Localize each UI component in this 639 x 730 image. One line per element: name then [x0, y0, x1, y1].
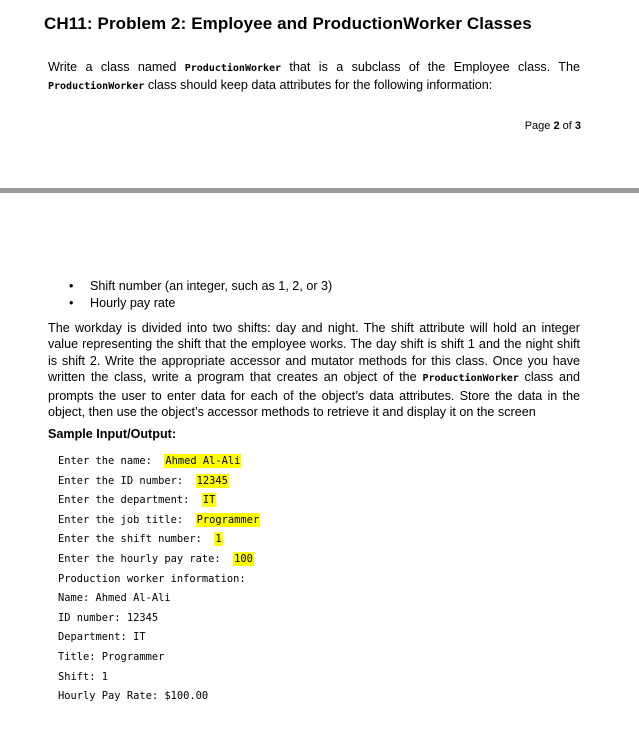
attribute-bullet-list	[48, 278, 332, 311]
inline-code-class-name: ProductionWorker	[184, 63, 282, 74]
console-prompt: Enter the job title:	[58, 513, 196, 526]
console-output-line: Name: Ahmed Al-Ali	[58, 592, 171, 605]
console-user-input: 12345	[196, 474, 228, 487]
console-user-input: IT	[202, 494, 216, 507]
console-user-input: Ahmed Al-Ali	[165, 455, 241, 467]
console-prompt-line	[58, 491, 260, 511]
intro-paragraph	[48, 59, 580, 95]
console-output-header: Production worker information:	[58, 572, 246, 585]
console-output-line: Title: Programmer	[58, 650, 165, 663]
console-output-line: ID number: 12345	[58, 611, 159, 624]
console-prompt-line	[58, 452, 260, 472]
list-item	[48, 295, 332, 312]
console-prompt-line	[58, 511, 260, 531]
console-user-input: Programmer	[196, 513, 260, 526]
list-item	[48, 278, 332, 295]
console-prompt-line	[58, 472, 260, 492]
console-prompt-line	[58, 550, 260, 570]
sample-io-heading: Sample Input/Output:	[48, 427, 177, 441]
list-item-text: Shift number (an integer, such as 1, 2, or 3)	[90, 279, 333, 293]
intro-text: that is a subclass of the Employee class. The	[281, 60, 580, 74]
console-user-input: 100	[234, 552, 253, 565]
inline-code-class-name: ProductionWorker	[48, 81, 145, 92]
page-break-divider	[0, 188, 639, 193]
console-prompt: Enter the department:	[58, 494, 202, 507]
sample-console-output	[58, 452, 260, 707]
intro-text: Write a class named	[48, 60, 185, 74]
console-prompt: Enter the ID number:	[58, 474, 196, 487]
document-title: CH11: Problem 2: Employee and ProductionWorker Classes	[44, 14, 532, 33]
console-prompt: Enter the name:	[58, 455, 165, 467]
description-paragraph	[48, 320, 580, 420]
inline-code-class-name: ProductionWorker	[422, 373, 519, 385]
console-user-input: 1	[215, 533, 222, 546]
page-number-current: 2	[553, 120, 560, 132]
list-item-text: Hourly pay rate	[90, 295, 176, 310]
paragraph-text: The workday is divided into two shifts: day and night. The shift attribute will hold an integer value representing the shift that the employee works. The day shift is shift 1 and the night shift is shift 2. Write the appropriate accessor and mutator methods for this class. Once you have written the class, write a program that creates an object of the	[48, 321, 580, 385]
page-number	[525, 120, 581, 132]
console-prompt: Enter the shift number:	[58, 533, 215, 546]
bullet-icon: •	[69, 295, 74, 310]
bullet-icon: •	[69, 279, 74, 293]
console-output-line: Hourly Pay Rate: $100.00	[58, 690, 209, 703]
console-prompt-line	[58, 530, 260, 550]
intro-text: class should keep data attributes for the following information:	[144, 78, 493, 92]
console-output-line: Department: IT	[58, 631, 146, 644]
console-output-line: Shift: 1	[58, 670, 109, 683]
console-prompt: Enter the hourly pay rate:	[58, 552, 234, 565]
page-number-of: of	[559, 120, 575, 132]
page-1-footer-region	[0, 0, 639, 190]
paragraph-text: class and prompts the user to enter data for each of the object’s data attributes. Store the data in the object, then use the object’s accessor methods to retrieve it and display it on the screen	[48, 370, 581, 420]
page-number-prefix: Page	[524, 120, 554, 132]
page-number-total: 3	[574, 120, 581, 132]
